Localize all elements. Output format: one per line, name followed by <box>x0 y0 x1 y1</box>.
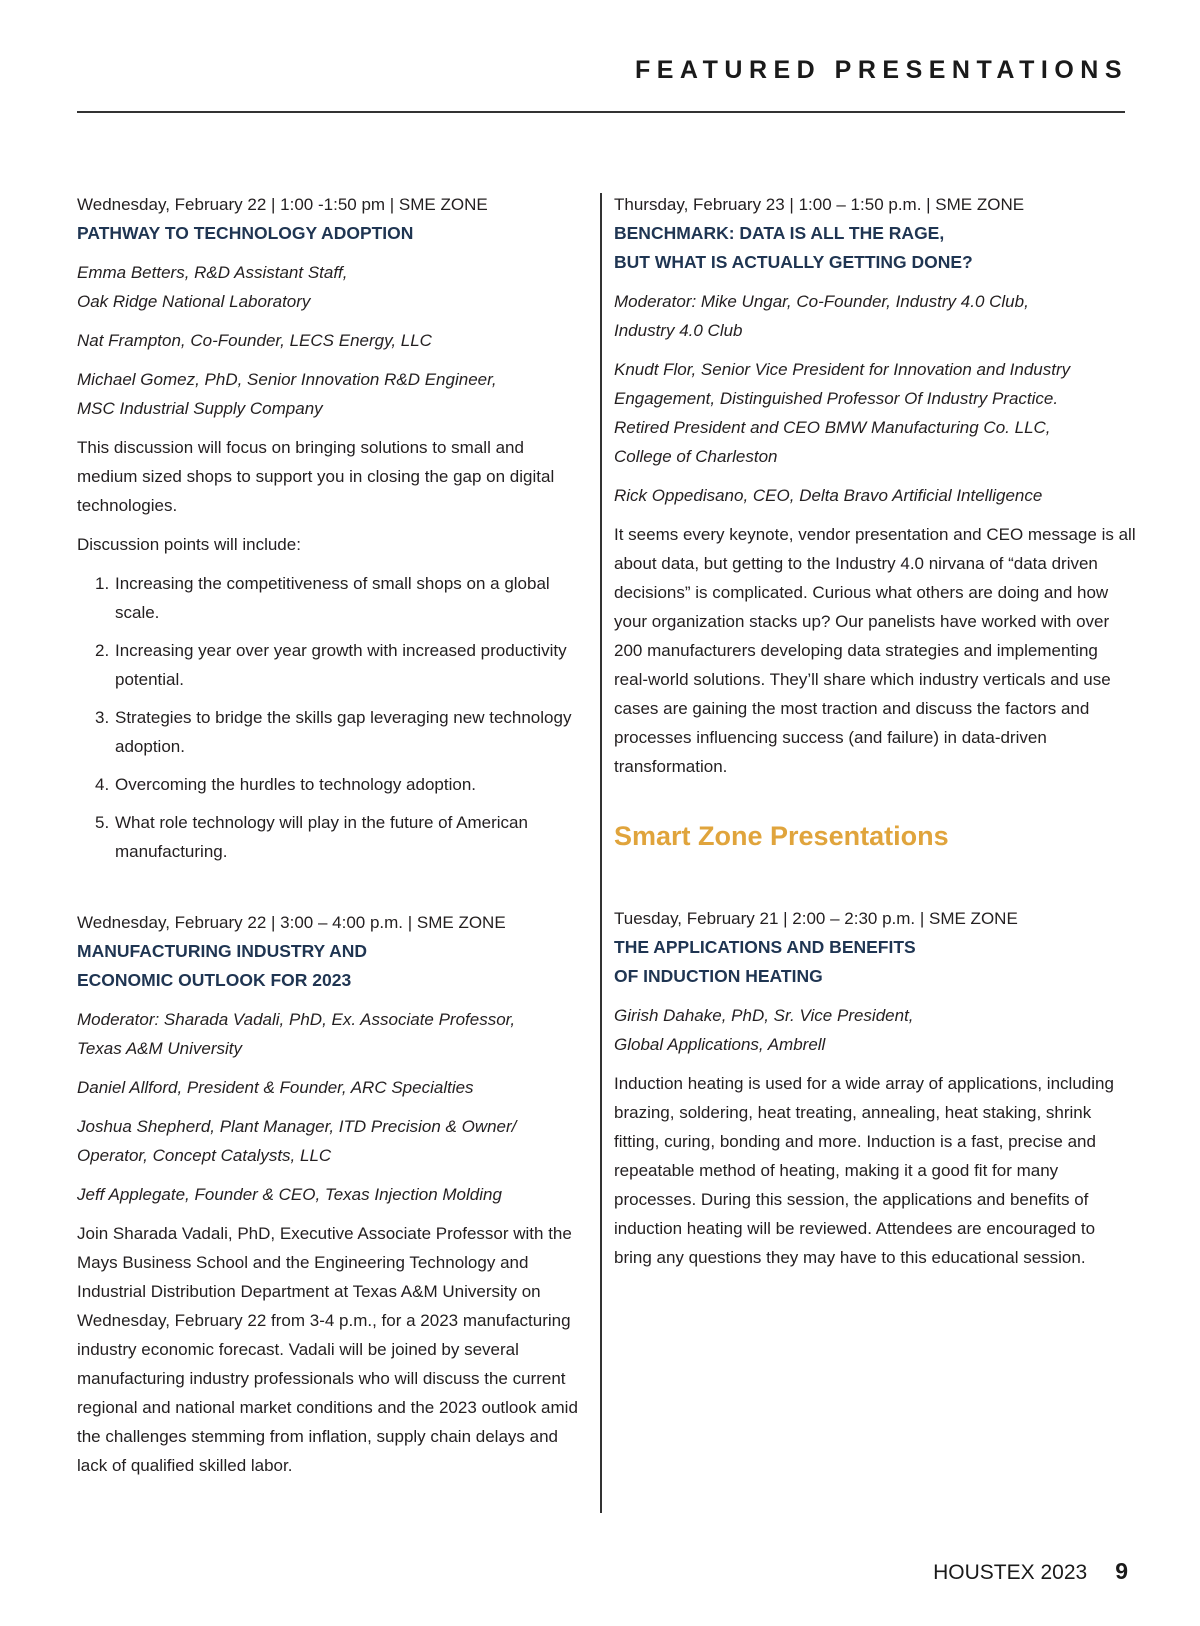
column-divider <box>600 193 602 1513</box>
speaker: Rick Oppedisano, CEO, Delta Bravo Artificial Intelligence <box>614 486 1043 505</box>
list-item: 5. What role technology will play in the future of American manufacturing. <box>95 813 528 861</box>
smart-zone-heading: Smart Zone Presentations <box>614 821 949 851</box>
session-induction-heating <box>614 904 1136 1272</box>
list-item: 3. Strategies to bridge the skills gap leveraging new technology adoption. <box>95 708 572 756</box>
session-description: Join Sharada Vadali, PhD, Executive Associate Professor with the Mays Business School and the Engineering Technology and Industrial Distribution Department at Texas A&M University on Wednesday, February 22 from 3-4 p.m., for a 2023 manufacturing industry economic forecast. Vadali will be joined by several manufacturing industry professionals who will discuss the current regional and national market conditions and the 2023 outlook amid the challenges stemming from inflation, supply chain delays and lack of qualified skilled labor. <box>77 1224 578 1475</box>
session-datetime: Wednesday, February 22 | 1:00 -1:50 pm | SME ZONE <box>77 195 488 214</box>
session-datetime: Tuesday, February 21 | 2:00 – 2:30 p.m. | SME ZONE <box>614 909 1018 928</box>
list-item: 1. Increasing the competitiveness of small shops on a global scale. <box>95 574 550 622</box>
session-title: PATHWAY TO TECHNOLOGY ADOPTION <box>77 223 414 243</box>
page-footer <box>933 1558 1128 1585</box>
speaker: Moderator: Mike Ungar, Co-Founder, Industry 4.0 Club, Industry 4.0 Club <box>614 292 1029 340</box>
speaker: Joshua Shepherd, Plant Manager, ITD Precision & Owner/ Operator, Concept Catalysts, LLC <box>77 1117 517 1165</box>
session-title: THE APPLICATIONS AND BENEFITS OF INDUCTION HEATING <box>614 937 916 986</box>
session-benchmark-data <box>614 190 1136 781</box>
header-rule <box>77 111 1125 113</box>
list-item: 4. Overcoming the hurdles to technology adoption. <box>95 775 477 794</box>
speaker: Michael Gomez, PhD, Senior Innovation R&D Engineer, MSC Industrial Supply Company <box>77 370 497 418</box>
speaker: Knudt Flor, Senior Vice President for Innovation and Industry Engagement, Distinguished Professor Of Industry Practice. Retired President and CEO BMW Manufacturing Co. LLC, College of Charleston <box>614 360 1071 466</box>
session-economic-outlook <box>77 908 587 1480</box>
session-datetime: Wednesday, February 22 | 3:00 – 4:00 p.m. | SME ZONE <box>77 913 506 932</box>
page-number: 9 <box>1115 1558 1128 1584</box>
session-title: MANUFACTURING INDUSTRY AND ECONOMIC OUTLOOK FOR 2023 <box>77 941 368 990</box>
speaker: Emma Betters, R&D Assistant Staff, Oak Ridge National Laboratory <box>77 263 348 311</box>
session-description: This discussion will focus on bringing solutions to small and medium sized shops to support you in closing the gap on digital technologies. <box>77 438 555 515</box>
discussion-points-list <box>95 569 587 866</box>
speaker: Girish Dahake, PhD, Sr. Vice President, Global Applications, Ambrell <box>614 1006 914 1054</box>
speaker: Jeff Applegate, Founder & CEO, Texas Injection Molding <box>77 1185 502 1204</box>
publication-name: HOUSTEX 2023 <box>933 1561 1088 1584</box>
session-description: It seems every keynote, vendor presentation and CEO message is all about data, but getting to the Industry 4.0 nirvana of “data driven decisions” is complicated. Curious what others are doing and how your organization stacks up? Our panelists have worked with over 200 manufacturers developing data strategies and implementing real-world solutions. They’ll share which industry verticals and use cases are gaining the most traction and discuss the factors and processes influencing success (and failure) in data-driven transformation. <box>614 525 1136 776</box>
session-datetime: Thursday, February 23 | 1:00 – 1:50 p.m. | SME ZONE <box>614 195 1025 214</box>
speaker: Nat Frampton, Co-Founder, LECS Energy, LLC <box>77 331 432 350</box>
section-title: FEATURED PRESENTATIONS <box>634 56 1128 84</box>
speaker: Moderator: Sharada Vadali, PhD, Ex. Associate Professor, Texas A&M University <box>77 1010 516 1058</box>
points-intro: Discussion points will include: <box>77 535 301 554</box>
session-technology-adoption <box>77 190 587 866</box>
left-column <box>77 190 587 1490</box>
session-title: BENCHMARK: DATA IS ALL THE RAGE, BUT WHAT IS ACTUALLY GETTING DONE? <box>614 223 973 272</box>
right-column <box>614 190 1136 1282</box>
session-description: Induction heating is used for a wide array of applications, including brazing, soldering, heat treating, annealing, heat staking, shrink fitting, curing, bonding and more. Induction is a fast, precise and repeatable method of heating, making it a good fit for many processes. During this session, the applications and benefits of induction heating will be reviewed. Attendees are encouraged to bring any questions they may have to this educational session. <box>614 1074 1114 1267</box>
speaker: Daniel Allford, President & Founder, ARC Specialties <box>77 1078 474 1097</box>
list-item: 2. Increasing year over year growth with increased productivity potential. <box>95 641 567 689</box>
